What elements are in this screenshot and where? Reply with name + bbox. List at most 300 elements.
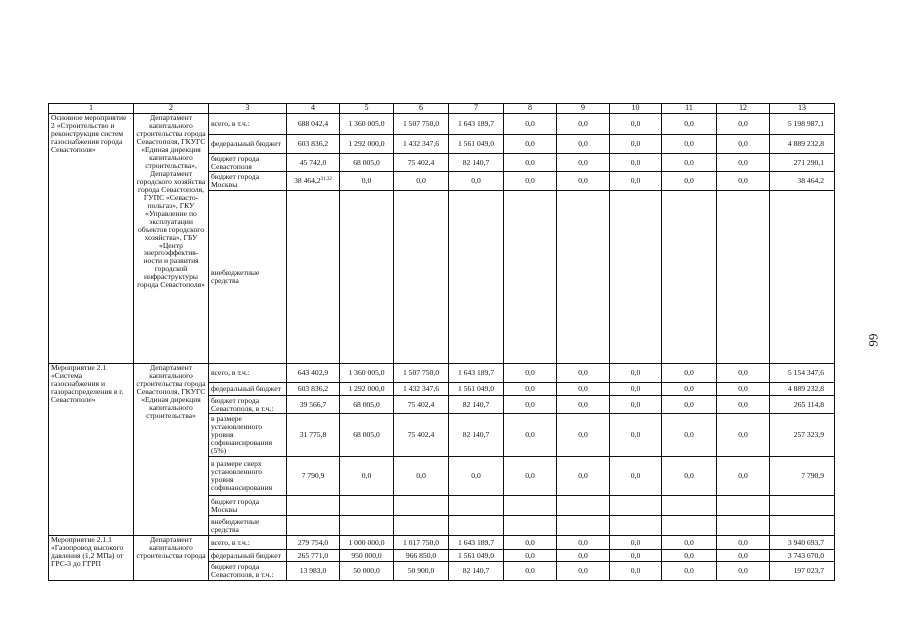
value-cell [504,135,557,154]
funding-source-cell: внебюджетные средства [209,191,287,364]
value-text: 0,0 [525,550,535,560]
value-cell [610,496,662,516]
total-value-cell [770,396,835,414]
value-text: 0,0 [525,368,535,378]
page-number: 66 [866,333,881,347]
value-text: 0,0 [361,471,372,481]
value-text: 0,0 [525,139,535,149]
footnote-marker: 31,32 [320,177,332,183]
value-cell [610,457,662,496]
value-cell [394,414,449,457]
value-text: 0,0 [738,384,748,394]
value-cell [717,191,770,364]
value-cell [504,364,557,383]
value-text: 1 507 750,0 [402,119,440,129]
value-text: 0,0 [738,430,748,440]
value-cell [287,172,340,191]
value-text: 0,0 [525,157,535,167]
value-text: 0,0 [471,176,481,186]
value-cell [287,516,340,536]
funding-source-cell: в размере установленного уровня софинансирования (5%) [209,414,287,457]
value-text: 0,0 [578,566,588,576]
value-text: 82 140,7 [462,566,490,576]
value-cell [449,191,504,364]
value-cell [340,414,394,457]
value-cell [662,496,717,516]
value-text: 5 198 987,1 [787,119,824,129]
value-text: 0,0 [684,550,694,560]
value-text: 13 983,0 [299,566,327,576]
value-cell [557,550,610,562]
value-cell [662,364,717,383]
value-cell [394,191,449,364]
value-cell [662,414,717,457]
value-text: 257 323,9 [793,430,824,440]
value-cell [717,516,770,536]
value-text: 0,0 [738,537,748,547]
total-value-cell [770,496,835,516]
value-text: 1 360 005,0 [348,368,385,378]
value-text: 271 290,1 [793,157,824,167]
value-cell [340,364,394,383]
value-text: 0,0 [630,139,641,149]
value-cell [504,172,557,191]
value-cell [504,191,557,364]
total-value-cell [770,135,835,154]
executor-cell: Департамент капитального строительства города [134,536,209,581]
value-text: 0,0 [684,537,694,547]
column-number: 11 [662,104,717,114]
total-value-cell [770,172,835,191]
value-cell [717,135,770,154]
value-text: 197 023,7 [793,566,824,576]
value-cell [717,383,770,396]
value-text: 0,0 [630,384,641,394]
value-cell [662,562,717,581]
value-text: 0,0 [525,384,535,394]
value-cell [340,396,394,414]
value-cell [662,536,717,550]
value-cell [610,550,662,562]
value-cell [340,457,394,496]
value-cell [394,457,449,496]
value-cell [557,114,610,135]
value-text: 4 889 232,8 [787,139,824,149]
value-text: 0,0 [738,157,748,167]
value-text: 0,0 [684,566,694,576]
value-cell [717,172,770,191]
value-text: 5 154 347,6 [787,368,824,378]
total-value-cell [770,516,835,536]
table-row [49,536,835,550]
value-text: 0,0 [738,471,748,481]
value-text: 0,0 [684,471,694,481]
value-text: 1 507 750,0 [402,368,440,378]
column-number: 5 [340,104,394,114]
value-cell [610,172,662,191]
value-cell [610,191,662,364]
total-value-cell [770,457,835,496]
value-text: 0,0 [578,471,588,481]
value-text: 0,0 [578,537,588,547]
value-text: 0,0 [630,119,641,129]
value-cell [717,562,770,581]
total-value-cell [770,114,835,135]
value-cell [449,457,504,496]
value-text: 0,0 [578,430,588,440]
value-text: 688 042,4 [297,119,329,129]
value-text: 0,0 [738,550,748,560]
header-row [49,104,835,114]
value-cell [557,536,610,550]
value-text: 75 402,4 [407,157,435,167]
value-cell [557,364,610,383]
value-text: 603 836,2 [297,384,329,394]
value-text: 0,0 [578,176,588,186]
value-cell [340,154,394,172]
value-cell [557,457,610,496]
funding-source-cell: всего, в т.ч.: [209,364,287,383]
value-text: 966 850,0 [405,550,437,560]
value-cell [717,496,770,516]
value-text: 0,0 [630,430,641,440]
value-cell [340,135,394,154]
value-text: 0,0 [525,537,535,547]
value-text: 68 005,0 [353,430,380,440]
total-value-cell [770,536,835,550]
value-cell [504,154,557,172]
funding-source-cell: бюджет города Севастополя, в т.ч.: [209,562,287,581]
value-text: 0,0 [684,119,694,129]
value-text: 0,0 [578,119,588,129]
value-text: 50 900,0 [407,566,435,576]
value-text: 0,0 [578,139,588,149]
value-text: 0,0 [630,566,641,576]
value-text: 279 754,0 [297,537,329,547]
value-text: 0,0 [578,550,588,560]
executor-cell: Департамент капитального строительства города Севастополя, ГКУГС «Единая дирекция капитального строительства» [134,364,209,536]
value-cell [287,414,340,457]
value-text: 0,0 [738,566,748,576]
value-cell [340,562,394,581]
value-cell [662,172,717,191]
value-cell [287,191,340,364]
column-number: 12 [717,104,770,114]
value-cell [557,414,610,457]
budget-table [48,103,835,581]
value-text: 0,0 [361,176,372,186]
value-cell [394,496,449,516]
value-cell [717,414,770,457]
value-text: 0,0 [684,157,694,167]
value-text: 3 940 693,7 [787,537,824,547]
value-text: 0,0 [684,399,694,409]
value-cell [610,383,662,396]
value-cell [662,114,717,135]
value-text: 0,0 [525,430,535,440]
funding-source-cell: бюджет города Севастополя [209,154,287,172]
value-text: 0,0 [684,139,694,149]
value-text: 0,0 [630,399,641,409]
funding-source-cell: в размере сверх установленного уровня софинансирования [209,457,287,496]
value-cell [610,114,662,135]
value-cell [449,536,504,550]
value-cell [557,154,610,172]
value-text: 1 360 005,0 [348,119,385,129]
value-text: 0,0 [578,157,588,167]
value-cell [504,457,557,496]
value-cell [504,383,557,396]
value-text: 0,0 [684,368,694,378]
column-number: 10 [610,104,662,114]
value-cell [394,562,449,581]
value-cell [557,191,610,364]
value-cell [662,396,717,414]
value-text: 1 643 189,7 [457,368,495,378]
column-number: 13 [770,104,835,114]
value-cell [449,414,504,457]
value-cell [557,383,610,396]
table-row [49,114,835,135]
value-text: 7 790,9 [301,471,325,481]
value-cell [557,562,610,581]
value-text: 0,0 [630,157,641,167]
funding-source-cell: федеральный бюджет [209,550,287,562]
value-text: 0,0 [525,566,535,576]
value-text: 0,0 [630,550,641,560]
total-value-cell [770,383,835,396]
value-cell [449,154,504,172]
value-cell [504,536,557,550]
total-value-cell [770,154,835,172]
value-cell [394,516,449,536]
value-text: 38 464,2 [294,176,321,186]
value-cell [449,383,504,396]
value-cell [287,496,340,516]
value-cell [504,114,557,135]
value-text: 0,0 [416,471,426,481]
value-cell [662,516,717,536]
value-text: 265 114,8 [793,399,824,409]
activity-cell: Мероприятие 2.1.1 «Газопровод высокого давления (1,2 МПа) от ГРС-3 до ГГРП [49,536,134,581]
value-text: 1 000 000,0 [348,537,385,547]
value-cell [662,191,717,364]
value-cell [287,396,340,414]
column-number: 4 [287,104,340,114]
value-text: 45 742,0 [299,157,327,167]
value-cell [340,496,394,516]
value-text: 0,0 [525,119,535,129]
value-cell [340,172,394,191]
value-cell [340,550,394,562]
table-row [49,364,835,383]
value-cell [504,396,557,414]
value-text: 1 643 189,7 [457,119,495,129]
value-text: 0,0 [578,368,588,378]
value-cell [287,135,340,154]
value-text: 950 000,0 [351,550,382,560]
value-cell [717,550,770,562]
value-text: 0,0 [738,176,748,186]
value-cell [662,550,717,562]
funding-source-cell: всего, в т.ч.: [209,114,287,135]
value-cell [449,550,504,562]
total-value-cell [770,364,835,383]
value-text: 1 432 347,6 [402,384,440,394]
value-cell [610,135,662,154]
value-text: 0,0 [684,430,694,440]
value-cell [287,550,340,562]
value-cell [557,135,610,154]
value-cell [662,457,717,496]
value-cell [340,114,394,135]
value-cell [662,383,717,396]
value-cell [287,562,340,581]
value-text: 31 775,8 [299,430,327,440]
value-cell [394,114,449,135]
value-text: 82 140,7 [462,399,490,409]
value-cell [610,396,662,414]
value-text: 0,0 [578,399,588,409]
value-text: 0,0 [416,176,426,186]
value-cell [340,536,394,550]
value-cell [449,562,504,581]
funding-source-cell: федеральный бюджет [209,383,287,396]
value-cell [287,114,340,135]
value-text: 0,0 [738,139,748,149]
value-text: 0,0 [525,471,535,481]
value-text: 50 000,0 [353,566,380,576]
value-text: 38 464,2 [797,176,824,186]
value-cell [504,414,557,457]
value-text: 4 889 232,8 [787,384,824,394]
value-text: 75 402,4 [407,430,435,440]
value-cell [610,364,662,383]
value-cell [287,536,340,550]
executor-cell: Департамент капитального строительства города Севастополя, ГКУГС «Единая дирекция капитального строительства», Департамент городского хозяйства города Севастополя, ГУПС «Севасто-польгаз», ГКУ «Управление по эксплуатации объектов городского хозяйства», ГБУ «Центр энергоэффектив-ности и развития городской инфраструктуры города Севастополя» [134,114,209,364]
value-text: 68 005,0 [353,157,380,167]
value-text: 0,0 [578,384,588,394]
value-text: 68 005,0 [353,399,380,409]
value-cell [717,396,770,414]
value-text: 0,0 [630,471,641,481]
column-number: 7 [449,104,504,114]
value-cell [610,536,662,550]
funding-source-cell: бюджет города Москвы [209,496,287,516]
value-cell [340,516,394,536]
column-number: 1 [49,104,134,114]
activity-cell: Основное мероприятие 2 «Строительство и реконструкция систем газоснабжения города Севастополя» [49,114,134,364]
value-cell [662,154,717,172]
value-cell [394,154,449,172]
value-cell [610,516,662,536]
value-text: 1 017 750,0 [402,537,440,547]
value-cell [717,457,770,496]
value-cell [717,154,770,172]
value-cell [449,496,504,516]
funding-source-cell: бюджет города Севастополя, в т.ч.: [209,396,287,414]
value-text: 0,0 [630,368,641,378]
value-cell [340,191,394,364]
value-cell [287,457,340,496]
value-cell [394,396,449,414]
value-text: 643 402,9 [297,368,329,378]
value-cell [610,414,662,457]
value-text: 1 561 049,0 [457,384,495,394]
column-number: 3 [209,104,287,114]
value-cell [394,364,449,383]
value-text: 0,0 [684,384,694,394]
funding-source-cell: внебюджетные средства [209,516,287,536]
value-text: 1 561 049,0 [457,139,495,149]
value-text: 82 140,7 [462,157,490,167]
value-text: 0,0 [738,399,748,409]
value-text: 82 140,7 [462,430,490,440]
activity-cell: Мероприятие 2.1 «Система газоснабжения и газораспределения в г. Севастополе» [49,364,134,536]
value-text: 0,0 [525,399,535,409]
column-number: 9 [557,104,610,114]
value-text: 0,0 [525,176,535,186]
value-cell [557,516,610,536]
value-text: 3 743 670,0 [787,550,824,560]
column-number: 2 [134,104,209,114]
value-cell [504,516,557,536]
value-cell [557,496,610,516]
value-cell [662,135,717,154]
value-cell [557,172,610,191]
value-cell [287,154,340,172]
value-text: 1 561 049,0 [457,550,495,560]
value-cell [394,550,449,562]
total-value-cell [770,414,835,457]
value-cell [610,562,662,581]
value-cell [449,516,504,536]
total-value-cell [770,550,835,562]
value-cell [504,496,557,516]
value-cell [394,536,449,550]
value-cell [449,396,504,414]
value-text: 603 836,2 [297,139,329,149]
total-value-cell [770,191,835,364]
value-text: 0,0 [738,368,748,378]
value-text: 7 790,9 [801,471,824,481]
value-cell [449,364,504,383]
value-cell [610,154,662,172]
value-text: 1 292 000,0 [348,139,385,149]
value-cell [504,550,557,562]
total-value-cell [770,562,835,581]
value-text: 0,0 [630,176,641,186]
funding-source-cell: всего, в т.ч.: [209,536,287,550]
column-number: 8 [504,104,557,114]
value-cell [394,383,449,396]
value-cell [449,135,504,154]
funding-source-cell: бюджет города Москвы [209,172,287,191]
value-cell [557,396,610,414]
value-cell [340,383,394,396]
value-text: 0,0 [471,471,481,481]
value-text: 1 292 000,0 [348,384,385,394]
value-text: 1 643 189,7 [457,537,495,547]
funding-source-cell: федеральный бюджет [209,135,287,154]
value-text: 1 432 347,6 [402,139,440,149]
value-text: 75 402,4 [407,399,435,409]
value-cell [717,114,770,135]
value-cell [717,536,770,550]
value-text: 0,0 [738,119,748,129]
value-cell [717,364,770,383]
value-cell [449,172,504,191]
